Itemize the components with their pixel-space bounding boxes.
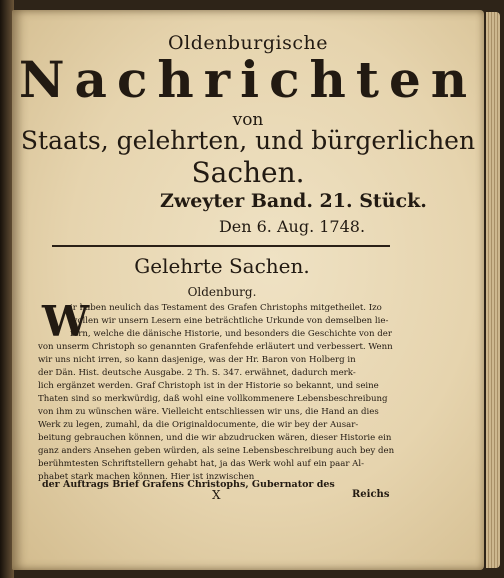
issue-date: Den 6. Aug. 1748.	[218, 217, 366, 236]
title-line-4: Sachen.	[191, 156, 305, 189]
title-line-3: Staats, gelehrten, und bürgerlichen	[20, 126, 476, 155]
body-line: fern, welche die dänische Historie, und besonders die Geschichte von der	[70, 329, 392, 339]
drop-cap: W	[42, 297, 90, 346]
body-line: ganz anders Ansehen geben würden, als seine Lebensbeschreibung auch bey den	[38, 446, 395, 456]
body-line: Thaten sind so merkwürdig, daß wohl eine vollkommenere Lebensbeschreibung	[38, 394, 388, 404]
section-title: Gelehrte Sachen.	[134, 254, 310, 278]
catchword: Reichs	[352, 489, 390, 500]
title-main: Nachrichten	[18, 50, 478, 109]
body-line: von unserm Christoph so genannten Grafenfehde erläutert und verbessert. Wenn	[38, 342, 393, 352]
body-line: beitung gebrauchen können, und die wir abzudrucken wären, dieser Historie ein	[38, 433, 392, 443]
body-line: von ihm zu wünschen wäre. Vielleicht entschliessen wir uns, die Hand an dies	[38, 407, 379, 417]
body-line: wollen wir unsern Lesern eine beträchtliche Urkunde von demselben lie-	[70, 316, 389, 326]
body-line: phabet stark machen können. Hier ist inzwischen	[38, 472, 255, 482]
divider-rule	[52, 245, 390, 247]
page-edges	[486, 12, 500, 568]
book-page	[12, 10, 484, 570]
dateline-place: Oldenburg.	[187, 285, 257, 299]
body-line: wir uns nicht irren, so kann dasjenige, was der Hr. Baron von Holberg in	[38, 355, 356, 365]
body-line: Werk zu legen, zumahl, da die Originaldocumente, die wir bey der Ausar-	[38, 420, 359, 430]
body-line: berühmtesten Schriftstellern gehabt hat, ja das Werk wohl auf ein paar Al-	[38, 459, 365, 469]
body-line: lich ergänzet werden. Graf Christoph ist in der Historie so bekannt, und seine	[38, 381, 379, 391]
body-line: ir haben neulich das Testament des Grafen Christophs mitgetheilet. Izo	[70, 303, 382, 313]
volume-number: Zweyter Band. 21. Stück.	[160, 190, 427, 212]
signature-mark: X	[212, 488, 221, 502]
title-small: Oldenburgische	[168, 32, 328, 54]
footer-heading: der Auftrags Brief Grafens Christophs, Gubernator des	[42, 479, 335, 490]
title-von: von	[232, 110, 264, 130]
body-line: der Dän. Hist. deutsche Ausgabe. 2 Th. S. 347. erwähnet, dadurch merk-	[38, 368, 356, 378]
article-body	[38, 297, 398, 484]
